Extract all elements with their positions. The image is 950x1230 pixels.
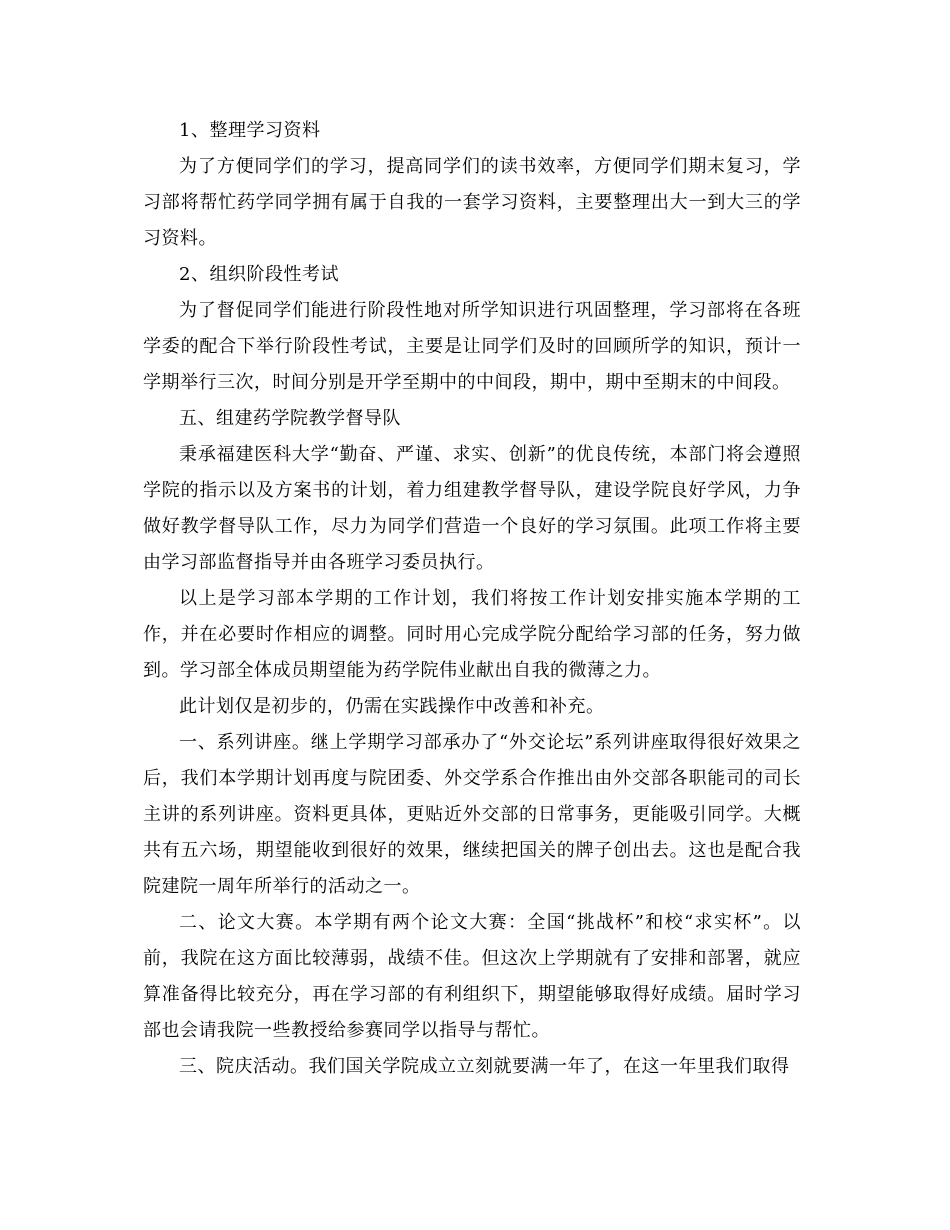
paragraph-note: 此计划仅是初步的，仍需在实践操作中改善和补充。 — [179, 696, 605, 717]
paragraph-anniversary: 三、院庆活动。我们国关学院成立立刻就要满一年了，在这一年里我们取得 — [179, 1056, 790, 1077]
paragraph-exams: 为了督促同学们能进行阶段性地对所学知识进行巩固整理，学习部将在各班学委的配合下举行阶段性考试，主要是让同学们及时的回顾所学的知识，预计一学期举行三次，时间分别是开学至期中的中间段，期中，期中至期末的中间段。 — [143, 300, 801, 393]
paragraph-essay-contest: 二、论文大赛。本学期有两个论文大赛：全国“挑战杯”和校“求实杯”。以前，我院在这方面比较薄弱，战绩不佳。但这次上学期就有了安排和部署，就应算准备得比较充分，再在学习部的有利组织下，期望能够取得好成绩。届时学习部也会请我院一些教授给参赛同学以指导与帮忙。 — [143, 912, 801, 1041]
paragraph-lecture-series: 一、系列讲座。继上学期学习部承办了“外交论坛”系列讲座取得很好效果之后，我们本学期计划再度与院团委、外交学系合作推出由外交部各职能司的司长主讲的系列讲座。资料更具体，更贴近外交部的日常事务，更能吸引同学。大概共有五六场，期望能收到很好的效果，继续把国关的牌子创出去。这也是配合我院建院一周年所举行的活动之一。 — [143, 732, 801, 897]
paragraph-supervision: 秉承福建医科大学“勤奋、严谨、求实、创新”的优良传统，本部门将会遵照学院的指示以及方案书的计划，着力组建教学督导队，建设学院良好学风，力争做好教学督导队工作，尽力为同学们营造一个良好的学习氛围。此项工作将主要由学习部监督指导并由各班学习委员执行。 — [143, 444, 801, 573]
paragraph-summary: 以上是学习部本学期的工作计划，我们将按工作计划安排实施本学期的工作，并在必要时作相应的调整。同时用心完成学院分配给学习部的任务，努力做到。学习部全体成员期望能为药学院伟业献出自我的微薄之力。 — [143, 588, 801, 681]
heading-organize-materials: 1、整理学习资料 — [179, 120, 321, 141]
heading-staged-exams: 2、组织阶段性考试 — [179, 264, 339, 285]
paragraph-materials: 为了方便同学们的学习，提高同学们的读书效率，方便同学们期末复习，学习部将帮忙药学同学拥有属于自我的一套学习资料，主要整理出大一到大三的学习资料。 — [143, 156, 801, 249]
document-page — [143, 113, 801, 1085]
heading-supervision-team: 五、组建药学院教学督导队 — [179, 408, 401, 429]
